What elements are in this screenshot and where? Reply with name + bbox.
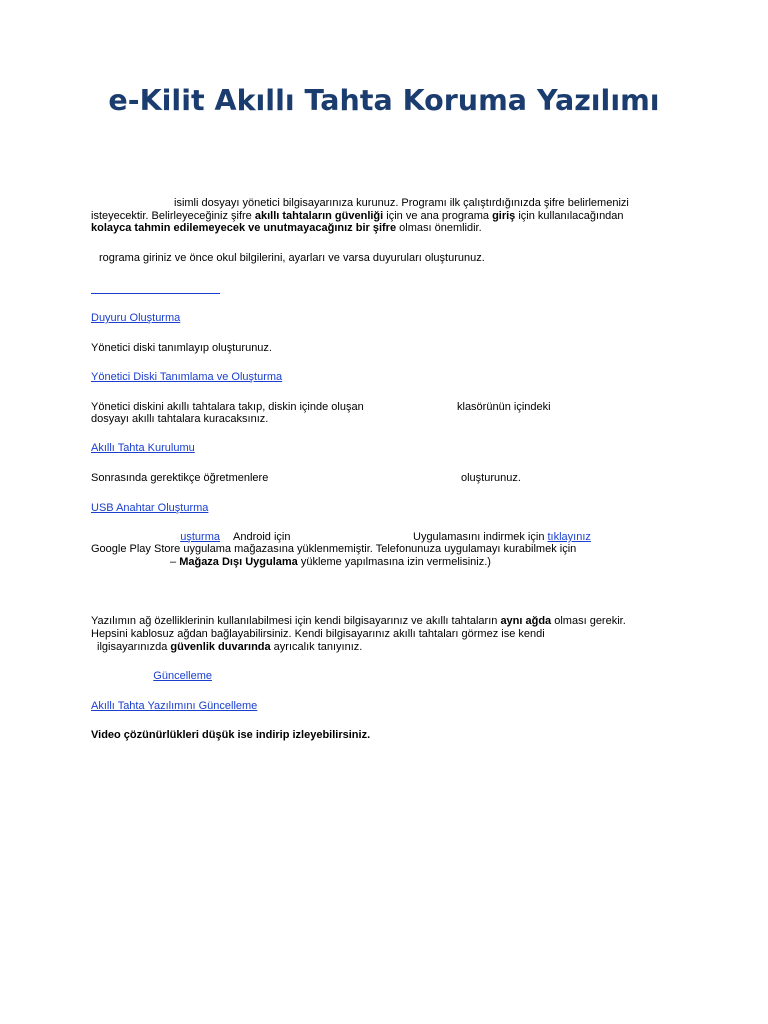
same-network-bold: aynı ağda	[500, 615, 552, 627]
network-text: olması gerekir.	[551, 615, 626, 627]
page-title: e-Kilit Akıllı Tahta Koruma Yazılımı	[108, 84, 660, 117]
android-download-line	[413, 531, 591, 544]
kurulum-link[interactable]	[91, 442, 195, 455]
video-note: Video çözünürlükleri düşük ise indirip izleyebilirsiniz.	[91, 729, 371, 741]
network-text: ayrıcalık tanıyınız.	[270, 641, 363, 653]
yazilim-guncelleme-link[interactable]	[91, 700, 257, 713]
intro-text: isteyecektir. Belirleyeceğiniz şifre	[91, 210, 255, 222]
intro-line-1: isimli dosyayı yönetici bilgisayarınıza kurunuz. Programı ilk çalıştırdığınızda şifre belirlemenizi	[174, 197, 629, 209]
intro-text: olması önemlidir.	[396, 222, 482, 234]
android-download-text: Uygulamasını indirmek için	[413, 531, 548, 543]
guncelleme-link[interactable]	[91, 670, 212, 683]
install-text-line-1a: Yönetici diskini akıllı tahtalara takıp, diskin içinde oluşan	[91, 401, 364, 413]
usb-link-text[interactable]: USB Anahtar Oluşturma	[91, 502, 209, 514]
intro-line-2	[91, 210, 624, 223]
play-store-text: Google Play Store uygulama mağazasına yüklenmemiştir. Telefonunuza uygulamayı kurabilmek için	[91, 543, 577, 555]
android-partial-link-text[interactable]: uşturma	[180, 531, 220, 543]
intro-bold-security: akıllı tahtaların güvenliği	[254, 210, 384, 222]
yonetici-disk-link-text[interactable]: Yönetici Diski Tanımlama ve Oluşturma	[91, 371, 283, 383]
guncelleme-link-text[interactable]: Güncelleme	[153, 670, 212, 682]
usb-link[interactable]	[91, 502, 208, 515]
unknown-sources-text: yükleme yapılmasına izin vermelisiniz.)	[297, 556, 491, 568]
network-line-1	[91, 615, 626, 628]
yazilim-guncelleme-link-text[interactable]: Akıllı Tahta Yazılımını Güncelleme	[91, 700, 258, 712]
kurulum-link-text[interactable]: Akıllı Tahta Kurulumu	[91, 442, 195, 454]
intro-text: için kullanılacağından	[515, 210, 624, 222]
network-line-2: Hepsini kablosuz ağdan bağlayabilirsiniz. Kendi bilgisayarınız akıllı tahtaları görmez ise kendi	[91, 628, 545, 640]
dash-text: –	[170, 556, 180, 568]
firewall-bold: güvenlik duvarında	[170, 641, 271, 653]
network-text: ilgisayarınızda	[97, 641, 171, 653]
teachers-text-a: Sonrasında gerektikçe öğretmenlere	[91, 472, 269, 484]
network-text: Yazılımın ağ özelliklerinin kullanılabilmesi için kendi bilgisayarınız ve akıllı tahtaların	[91, 615, 501, 627]
unknown-sources-line	[170, 556, 491, 569]
unknown-sources-bold: Mağaza Dışı Uygulama	[179, 556, 298, 568]
intro-line-3	[91, 222, 482, 235]
intro-bold-login: giriş	[492, 210, 516, 222]
install-text-line-2: dosyayı akıllı tahtalara kuracaksınız.	[91, 413, 269, 425]
teachers-text-b: oluşturunuz.	[461, 472, 521, 484]
network-line-3	[97, 641, 362, 654]
intro-text: için ve ana programa	[383, 210, 493, 222]
intro-bold-password: kolayca tahmin edilemeyecek ve unutmayacağınız bir şifre	[91, 222, 397, 234]
yonetici-disk-link[interactable]	[91, 371, 282, 384]
download-link[interactable]: tıklayınız	[547, 531, 591, 543]
hidden-link[interactable]	[91, 283, 220, 298]
program-setup-text: rograma giriniz ve önce okul bilgilerini, ayarları ve varsa duyuruları oluşturunuz.	[99, 252, 485, 264]
duyuru-link-text[interactable]: Duyuru Oluşturma	[91, 312, 181, 324]
android-partial-link[interactable]	[91, 531, 220, 544]
android-label: Android için	[233, 531, 291, 543]
duyuru-link[interactable]	[91, 312, 180, 325]
admin-disk-text: Yönetici diski tanımlayıp oluşturunuz.	[91, 342, 272, 354]
install-text-line-1b: klasörünün içindeki	[457, 401, 551, 413]
